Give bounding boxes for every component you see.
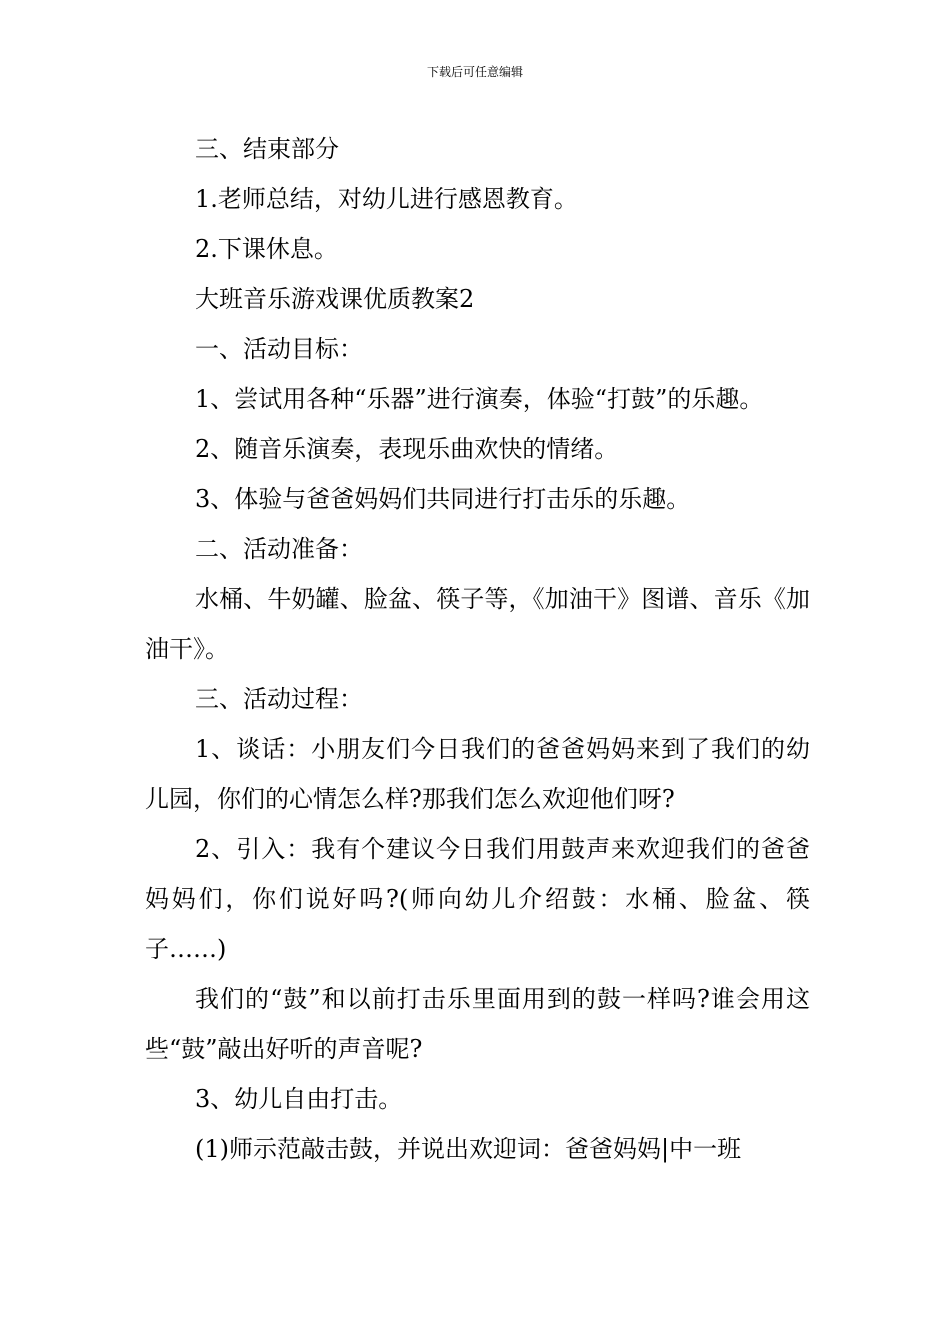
paragraph-step-conversation: 1、谈话：小朋友们今日我们的爸爸妈妈来到了我们的幼儿园，你们的心情怎么样?那我们怎么欢迎他们呀? bbox=[145, 735, 810, 813]
paragraph-goal-3: 3、体验与爸爸妈妈们共同进行打击乐的乐趣。 bbox=[195, 485, 691, 513]
paragraph-teacher-demo: (1)师示范敲击鼓，并说出欢迎词：爸爸妈妈|中一班 bbox=[195, 1135, 742, 1163]
paragraph-step-free-play: 3、幼儿自由打击。 bbox=[195, 1085, 403, 1113]
paragraph-section-end: 三、结束部分 bbox=[195, 135, 339, 163]
page-header: 下载后可任意编辑 bbox=[426, 65, 523, 79]
paragraph-drum-question: 我们的“鼓”和以前打击乐里面用到的鼓一样吗?谁会用这些“鼓”敲出好听的声音呢? bbox=[145, 985, 810, 1063]
paragraph-teacher-summary: 1.老师总结，对幼儿进行感恩教育。 bbox=[195, 185, 578, 213]
heading-activity-preparation: 二、活动准备： bbox=[195, 535, 363, 563]
paragraph-class-dismissed: 2.下课休息。 bbox=[195, 235, 338, 263]
heading-activity-process: 三、活动过程： bbox=[195, 685, 363, 713]
heading-activity-goals: 一、活动目标： bbox=[195, 335, 363, 363]
paragraph-materials: 水桶、牛奶罐、脸盆、筷子等，《加油干》图谱、音乐《加油干》。 bbox=[145, 585, 810, 663]
paragraph-step-introduction: 2、引入：我有个建议今日我们用鼓声来欢迎我们的爸爸妈妈们，你们说好吗?(师向幼儿介绍鼓：水桶、脸盆、筷子……) bbox=[145, 835, 810, 963]
document-body bbox=[145, 124, 810, 1174]
lesson-plan-title: 大班音乐游戏课优质教案2 bbox=[195, 285, 475, 313]
paragraph-goal-2: 2、随音乐演奏，表现乐曲欢快的情绪。 bbox=[195, 435, 619, 463]
paragraph-goal-1: 1、尝试用各种“乐器”进行演奏，体验“打鼓”的乐趣。 bbox=[195, 385, 764, 413]
